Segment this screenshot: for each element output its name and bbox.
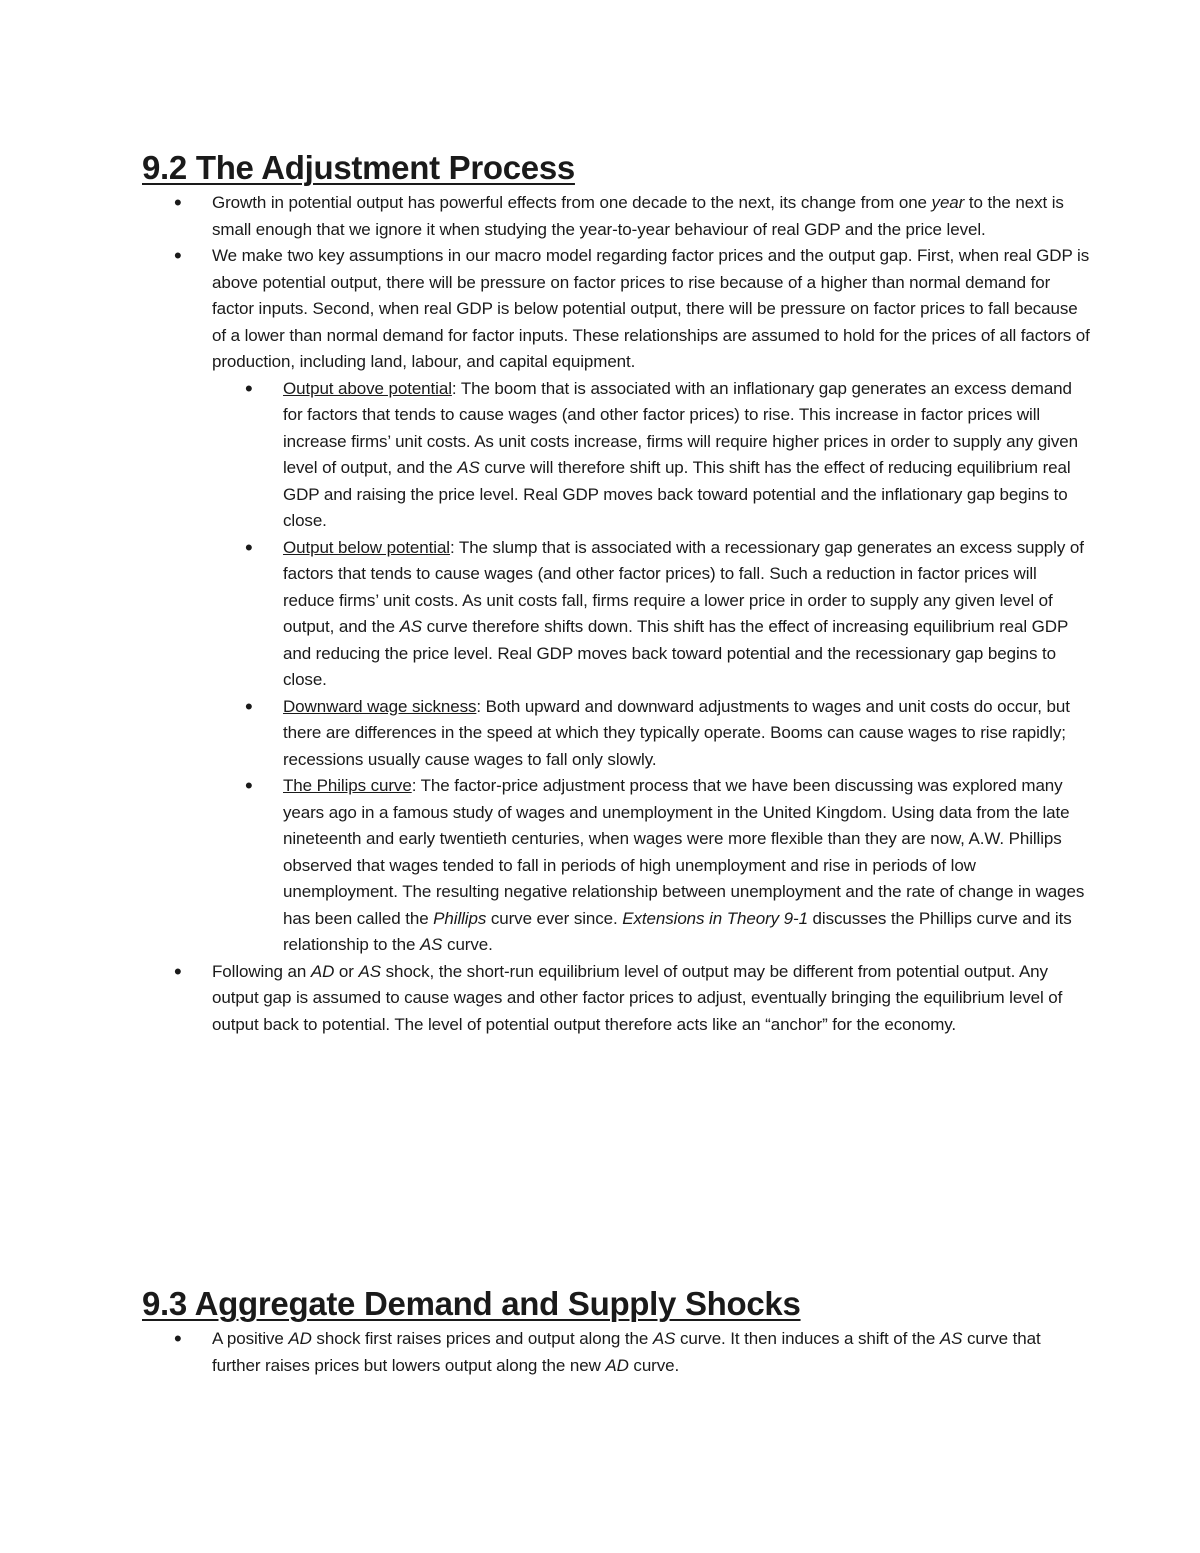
section-heading-demand-supply-shocks: 9.3 Aggregate Demand and Supply Shocks [142, 1285, 801, 1322]
sub-bullet-philips-curve: • The Philips curve: The factor-price adjustment process that we have been discussing was explored many years ago in a famous study of wages and unemployment in the United Kingdom. Using data from the late nineteenth and early twentieth centuries, when wages were more flexible than they are now, A.W. Phillips observed that wages tended to fall in periods of high unemployment and rise in periods of low unemployment. The resulting negative relationship between unemployment and the rate of change in wages has been called the Phillips curve ever since. Extensions in Theory 9-1 discusses the Phillips curve and its relationship to the AS curve. [283, 773, 1092, 959]
sub-bullet-output-below-potential: • Output below potential: The slump that is associated with a recessionary gap generates an excess supply of factors that tends to cause wages (and other factor prices) to fall. Such a reduction in factor prices will reduce firms’ unit costs. As unit costs fall, firms require a lower price in order to supply any given level of output, and the AS curve therefore shifts down. This shift has the effect of increasing equilibrium real GDP and reducing the price level. Real GDP moves back toward potential and the recessionary gap begins to close. [283, 535, 1092, 694]
bullet-potential-output-growth: • Growth in potential output has powerful effects from one decade to the next, its change from one year to the next is small enough that we ignore it when studying the year-to-year behaviour of real GDP and the price level. [212, 190, 1092, 243]
term-output-below-potential: Output below potential [283, 537, 450, 557]
section-heading-adjustment-process: 9.2 The Adjustment Process [142, 149, 575, 186]
sub-bullet-output-above-potential: • Output above potential: The boom that is associated with an inflationary gap generates an excess demand for factors that tends to cause wages (and other factor prices) to rise. This increase in factor prices will increase firms’ unit costs. As unit costs increase, firms will require higher prices in order to supply any given level of output, and the AS curve will therefore shift up. This shift has the effect of reducing equilibrium real GDP and raising the price level. Real GDP moves back toward potential and the inflationary gap begins to close. [283, 376, 1092, 535]
bullet-output-gap-anchor: • Following an AD or AS shock, the short-run equilibrium level of output may be different from potential output. Any output gap is assumed to cause wages and other factor prices to adjust, eventually bringing the equilibrium level of output back to potential. The level of potential output therefore acts like an “anchor” for the economy. [212, 959, 1092, 1039]
sub-list-assumptions [212, 376, 1092, 959]
bullet-positive-ad-shock: • A positive AD shock first raises prices and output along the AS curve. It then induces a shift of the AS curve that further raises prices but lowers output along the new AD curve. [212, 1326, 1092, 1379]
shocks-list [212, 1326, 1092, 1379]
term-output-above-potential: Output above potential [283, 378, 452, 398]
bullet-key-assumptions: • We make two key assumptions in our macro model regarding factor prices and the output gap. First, when real GDP is above potential output, there will be pressure on factor prices to rise because of a higher than normal demand for factor inputs. Second, when real GDP is below potential output, there will be pressure on factor prices to fall because of a lower than normal demand for factor inputs. These relationships are assumed to hold for the prices of all factors of production, including land, labour, and capital equipment. • Output above potential: The boom that is associated with an inflationary gap generates an excess demand for factors that tends to cause wages (and other factor prices) to rise. This increase in factor prices will increase firms’ unit costs. As unit costs increase, firms will require higher prices in order to supply any given level of output, and the AS curve will therefore shift up. This shift has the effect of reducing equilibrium real GDP and raising the price level. Real GDP moves back toward potential and the inflationary gap begins to close. • Output below potential: The slump that is associated with a recessionary gap generates an excess supply of factors that tends to cause wages (and other factor prices) to fall. Such a reduction in factor prices will reduce firms’ unit costs. As unit costs fall, firms require a lower price in order to supply any given level of output, and the AS curve therefore shifts down. This shift has the effect of increasing equilibrium real GDP and reducing the price level. Real GDP moves back toward potential and the recessionary gap begins to close. • Downward wage sickness: Both upward and downward adjustments to wages and unit costs do occur, but there are differences in the speed at which they typically operate. Booms can cause wages to rise rapidly; recessions usually cause wages to fall only slowly. • The Philips curve: The factor-price adjustment process that we have been discussing was explored many years ago in a famous study of wages and unemployment in the United Kingdom. Using data from the late nineteenth and early twentieth centuries, when wages were more flexible than they are now, A.W. Phillips observed that wages tended to fall in periods of high unemployment and rise in periods of low unemployment. The resulting negative relationship between unemployment and the rate of change in wages has been called the Phillips curve ever since. Extensions in Theory 9-1 discusses the Phillips curve and its relationship to the AS curve. [212, 243, 1092, 959]
term-philips-curve: The Philips curve [283, 776, 412, 795]
adjustment-process-list [212, 190, 1092, 1038]
term-downward-wage-sickness: Downward wage sickness [283, 696, 477, 716]
sub-bullet-downward-wage-sickness: • Downward wage sickness: Both upward and downward adjustments to wages and unit costs do occur, but there are differences in the speed at which they typically operate. Booms can cause wages to rise rapidly; recessions usually cause wages to fall only slowly. [283, 694, 1092, 774]
